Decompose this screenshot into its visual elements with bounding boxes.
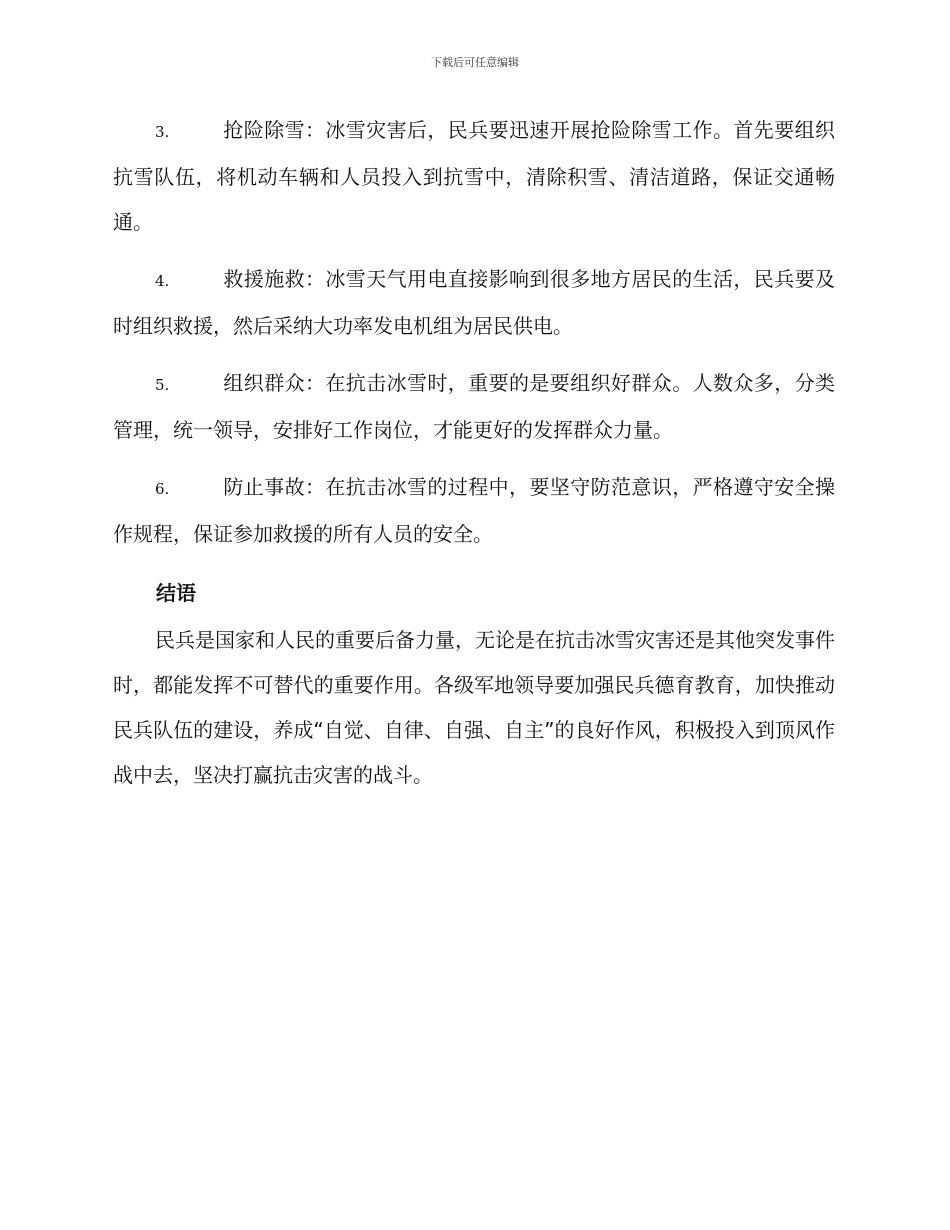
list-number: 4. <box>155 272 170 290</box>
list-item-5 <box>113 361 835 453</box>
page-header: 下载后可任意编辑 <box>431 56 519 69</box>
section-heading-conclusion: 结语 <box>156 581 196 605</box>
list-item-3 <box>113 108 835 245</box>
document-body <box>113 108 835 798</box>
list-item-text: 组织群众：在抗击冰雪时，重要的是要组织好群众。人数众多，分类管理，统一领导，安排好工作岗位，才能更好的发挥群众力量。 <box>113 371 835 442</box>
list-item-text: 抢险除雪：冰雪灾害后，民兵要迅速开展抢险除雪工作。首先要组织抗雪队伍，将机动车辆和人员投入到抗雪中，清除积雪、清洁道路，保证交通畅通。 <box>113 118 835 234</box>
list-number: 3. <box>155 123 170 141</box>
list-number: 5. <box>155 376 170 394</box>
list-item-6 <box>113 465 835 557</box>
list-number: 6. <box>155 480 170 498</box>
list-item-text: 救援施救：冰雪天气用电直接影响到很多地方居民的生活，民兵要及时组织救援，然后采纳大功率发电机组为居民供电。 <box>113 267 835 338</box>
list-item-4 <box>113 257 835 349</box>
conclusion-paragraph: 民兵是国家和人民的重要后备力量，无论是在抗击冰雪灾害还是其他突发事件时，都能发挥不可替代的重要作用。各级军地领导要加强民兵德育教育，加快推动民兵队伍的建设，养成“自觉、自律、自强、自主”的良好作风，积极投入到顶风作战中去，坚决打赢抗击灾害的战斗。 <box>113 628 835 787</box>
list-item-text: 防止事故：在抗击冰雪的过程中，要坚守防范意识，严格遵守安全操作规程，保证参加救援的所有人员的安全。 <box>113 475 835 546</box>
